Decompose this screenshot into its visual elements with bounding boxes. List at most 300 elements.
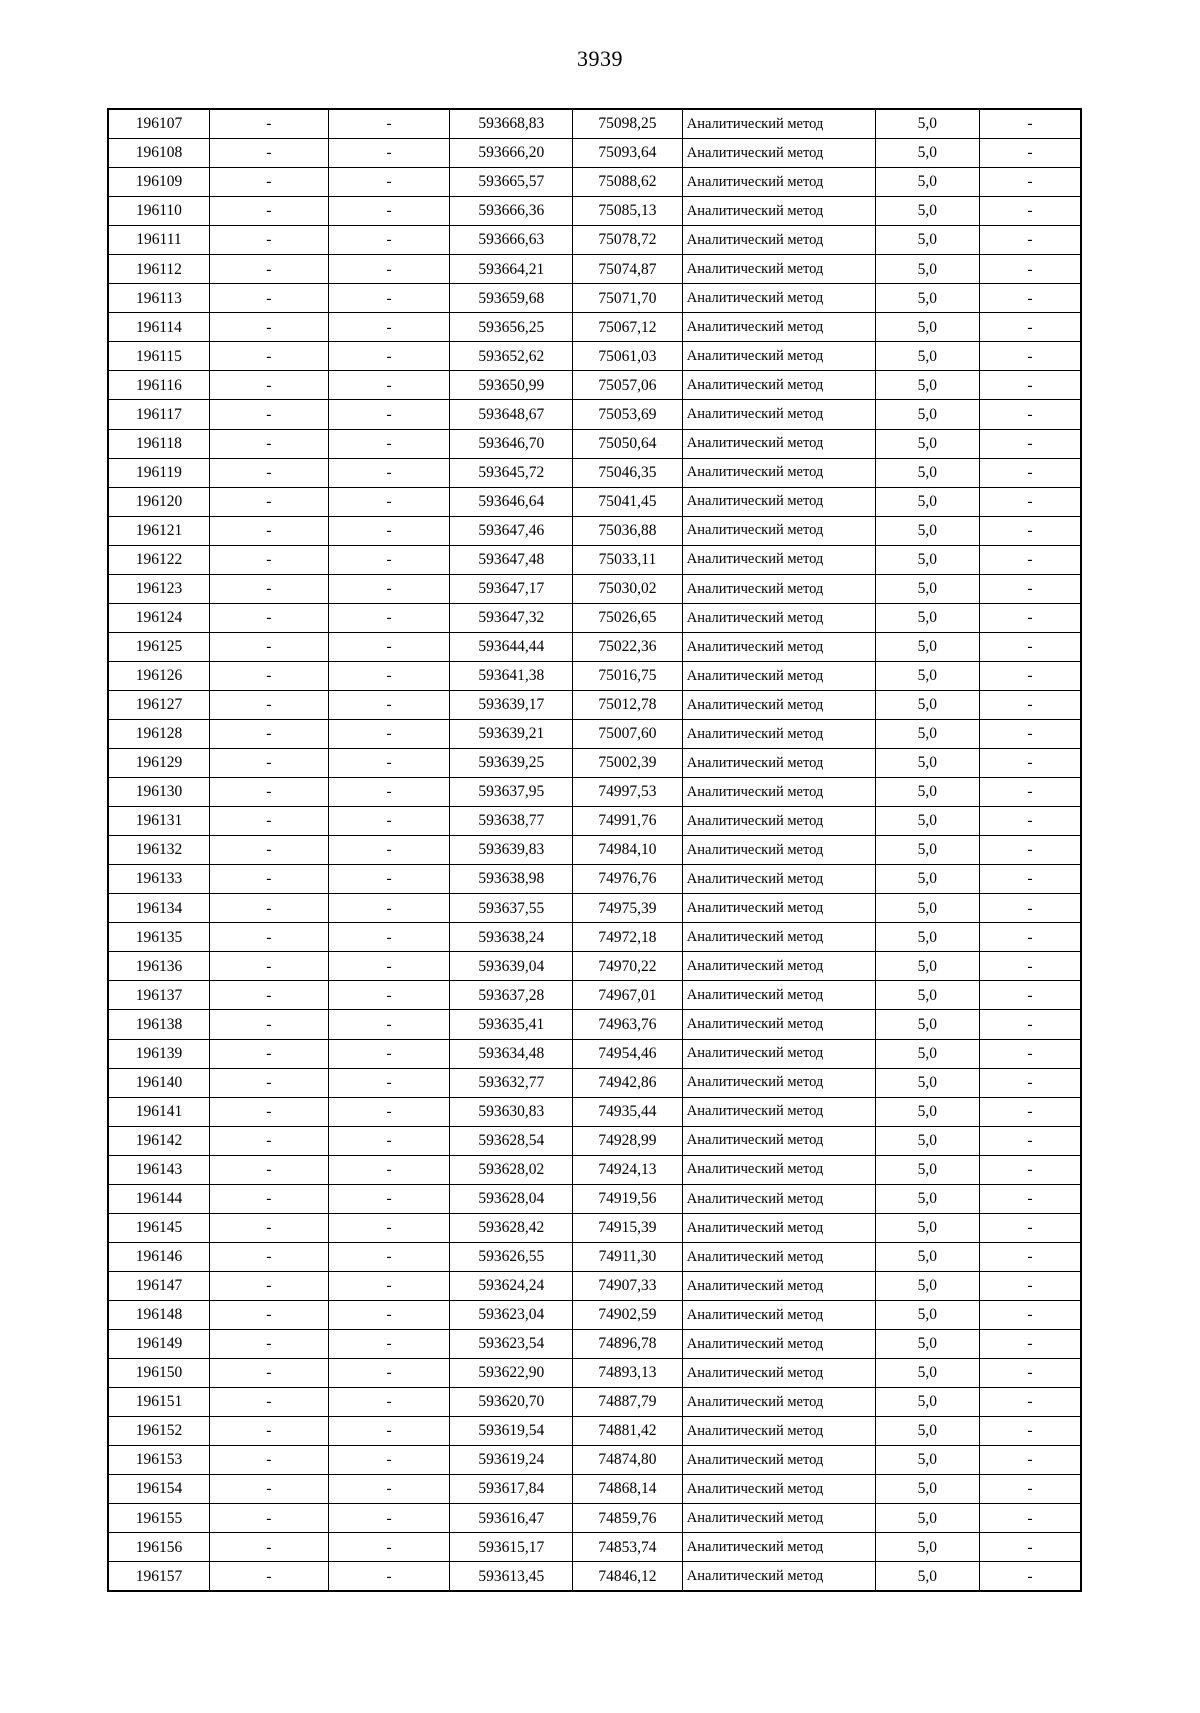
table-row [108, 429, 1081, 458]
point-number-cell: 196112 [108, 255, 209, 284]
accuracy-cell: 5,0 [875, 255, 980, 284]
accuracy-cell: 5,0 [875, 952, 980, 981]
empty-cell-c: - [980, 342, 1082, 371]
table-row [108, 458, 1081, 487]
empty-cell-c: - [980, 574, 1082, 603]
coordinate-x-cell: 593639,04 [450, 952, 573, 981]
coordinate-y-cell: 74997,53 [573, 778, 683, 807]
point-number-cell: 196150 [108, 1359, 209, 1388]
empty-cell-c: - [980, 1533, 1082, 1562]
accuracy-cell: 5,0 [875, 719, 980, 748]
coordinate-x-cell: 593666,20 [450, 139, 573, 168]
empty-cell-c: - [980, 284, 1082, 313]
coordinate-y-cell: 74975,39 [573, 894, 683, 923]
coordinate-y-cell: 74954,46 [573, 1039, 683, 1068]
table-row [108, 1010, 1081, 1039]
point-number-cell: 196107 [108, 109, 209, 139]
method-cell: Аналитический метод [682, 1359, 875, 1388]
table-row [108, 719, 1081, 748]
point-number-cell: 196128 [108, 719, 209, 748]
empty-cell-a: - [209, 1300, 328, 1329]
empty-cell-b: - [328, 197, 450, 226]
coordinate-x-cell: 593634,48 [450, 1039, 573, 1068]
method-cell: Аналитический метод [682, 429, 875, 458]
empty-cell-a: - [209, 1010, 328, 1039]
empty-cell-c: - [980, 865, 1082, 894]
table-row [108, 894, 1081, 923]
empty-cell-a: - [209, 400, 328, 429]
empty-cell-b: - [328, 109, 450, 139]
coordinate-y-cell: 75012,78 [573, 690, 683, 719]
empty-cell-b: - [328, 1388, 450, 1417]
method-cell: Аналитический метод [682, 545, 875, 574]
empty-cell-b: - [328, 168, 450, 197]
coordinate-x-cell: 593646,70 [450, 429, 573, 458]
point-number-cell: 196126 [108, 661, 209, 690]
accuracy-cell: 5,0 [875, 109, 980, 139]
coordinate-x-cell: 593617,84 [450, 1475, 573, 1504]
empty-cell-a: - [209, 603, 328, 632]
accuracy-cell: 5,0 [875, 1242, 980, 1271]
empty-cell-b: - [328, 1329, 450, 1358]
coordinate-y-cell: 75093,64 [573, 139, 683, 168]
empty-cell-c: - [980, 1359, 1082, 1388]
method-cell: Аналитический метод [682, 778, 875, 807]
accuracy-cell: 5,0 [875, 458, 980, 487]
coordinate-y-cell: 75085,13 [573, 197, 683, 226]
empty-cell-c: - [980, 429, 1082, 458]
coordinate-y-cell: 74991,76 [573, 807, 683, 836]
accuracy-cell: 5,0 [875, 1068, 980, 1097]
empty-cell-c: - [980, 1300, 1082, 1329]
empty-cell-a: - [209, 952, 328, 981]
accuracy-cell: 5,0 [875, 487, 980, 516]
accuracy-cell: 5,0 [875, 1446, 980, 1475]
empty-cell-a: - [209, 371, 328, 400]
coordinate-y-cell: 75036,88 [573, 516, 683, 545]
empty-cell-a: - [209, 487, 328, 516]
coordinate-x-cell: 593619,54 [450, 1417, 573, 1446]
empty-cell-c: - [980, 690, 1082, 719]
table-row [108, 1097, 1081, 1126]
point-number-cell: 196142 [108, 1126, 209, 1155]
coordinate-y-cell: 74976,76 [573, 865, 683, 894]
coordinate-y-cell: 74896,78 [573, 1329, 683, 1358]
coordinate-x-cell: 593620,70 [450, 1388, 573, 1417]
point-number-cell: 196132 [108, 836, 209, 865]
method-cell: Аналитический метод [682, 139, 875, 168]
coordinate-x-cell: 593639,83 [450, 836, 573, 865]
empty-cell-b: - [328, 400, 450, 429]
method-cell: Аналитический метод [682, 1562, 875, 1592]
coordinate-x-cell: 593624,24 [450, 1271, 573, 1300]
table-row [108, 952, 1081, 981]
point-number-cell: 196118 [108, 429, 209, 458]
table-row [108, 255, 1081, 284]
table-row [108, 1475, 1081, 1504]
point-number-cell: 196144 [108, 1184, 209, 1213]
point-number-cell: 196137 [108, 981, 209, 1010]
empty-cell-a: - [209, 1504, 328, 1533]
coordinate-y-cell: 74963,76 [573, 1010, 683, 1039]
method-cell: Аналитический метод [682, 894, 875, 923]
empty-cell-a: - [209, 1533, 328, 1562]
accuracy-cell: 5,0 [875, 313, 980, 342]
table-row [108, 487, 1081, 516]
empty-cell-b: - [328, 603, 450, 632]
method-cell: Аналитический метод [682, 1271, 875, 1300]
table-row [108, 400, 1081, 429]
empty-cell-c: - [980, 1155, 1082, 1184]
empty-cell-b: - [328, 1533, 450, 1562]
coordinate-x-cell: 593639,17 [450, 690, 573, 719]
point-number-cell: 196133 [108, 865, 209, 894]
accuracy-cell: 5,0 [875, 981, 980, 1010]
empty-cell-c: - [980, 109, 1082, 139]
empty-cell-c: - [980, 1504, 1082, 1533]
empty-cell-a: - [209, 778, 328, 807]
table-row [108, 836, 1081, 865]
accuracy-cell: 5,0 [875, 545, 980, 574]
empty-cell-c: - [980, 1184, 1082, 1213]
empty-cell-c: - [980, 1446, 1082, 1475]
empty-cell-b: - [328, 865, 450, 894]
accuracy-cell: 5,0 [875, 284, 980, 313]
point-number-cell: 196155 [108, 1504, 209, 1533]
empty-cell-c: - [980, 400, 1082, 429]
empty-cell-a: - [209, 1475, 328, 1504]
point-number-cell: 196146 [108, 1242, 209, 1271]
accuracy-cell: 5,0 [875, 1359, 980, 1388]
table-row [108, 749, 1081, 778]
empty-cell-a: - [209, 342, 328, 371]
coordinate-y-cell: 75030,02 [573, 574, 683, 603]
coordinate-y-cell: 75026,65 [573, 603, 683, 632]
empty-cell-c: - [980, 894, 1082, 923]
point-number-cell: 196149 [108, 1329, 209, 1358]
coordinate-x-cell: 593650,99 [450, 371, 573, 400]
empty-cell-c: - [980, 749, 1082, 778]
coordinate-x-cell: 593632,77 [450, 1068, 573, 1097]
method-cell: Аналитический метод [682, 807, 875, 836]
empty-cell-c: - [980, 719, 1082, 748]
empty-cell-c: - [980, 313, 1082, 342]
method-cell: Аналитический метод [682, 1068, 875, 1097]
method-cell: Аналитический метод [682, 1097, 875, 1126]
empty-cell-b: - [328, 1475, 450, 1504]
coordinate-y-cell: 74984,10 [573, 836, 683, 865]
accuracy-cell: 5,0 [875, 603, 980, 632]
empty-cell-a: - [209, 1039, 328, 1068]
method-cell: Аналитический метод [682, 1475, 875, 1504]
empty-cell-b: - [328, 749, 450, 778]
method-cell: Аналитический метод [682, 1533, 875, 1562]
point-number-cell: 196109 [108, 168, 209, 197]
point-number-cell: 196117 [108, 400, 209, 429]
coordinate-x-cell: 593668,83 [450, 109, 573, 139]
table-row [108, 778, 1081, 807]
point-number-cell: 196111 [108, 226, 209, 255]
empty-cell-a: - [209, 429, 328, 458]
coordinate-x-cell: 593647,17 [450, 574, 573, 603]
method-cell: Аналитический метод [682, 952, 875, 981]
table-row [108, 690, 1081, 719]
accuracy-cell: 5,0 [875, 1388, 980, 1417]
empty-cell-a: - [209, 255, 328, 284]
table-row [108, 371, 1081, 400]
empty-cell-a: - [209, 923, 328, 952]
coordinate-y-cell: 75050,64 [573, 429, 683, 458]
method-cell: Аналитический метод [682, 836, 875, 865]
accuracy-cell: 5,0 [875, 1504, 980, 1533]
empty-cell-b: - [328, 371, 450, 400]
accuracy-cell: 5,0 [875, 1300, 980, 1329]
method-cell: Аналитический метод [682, 865, 875, 894]
method-cell: Аналитический метод [682, 661, 875, 690]
accuracy-cell: 5,0 [875, 226, 980, 255]
method-cell: Аналитический метод [682, 342, 875, 371]
accuracy-cell: 5,0 [875, 139, 980, 168]
empty-cell-a: - [209, 1446, 328, 1475]
table-row [108, 603, 1081, 632]
empty-cell-a: - [209, 1126, 328, 1155]
point-number-cell: 196129 [108, 749, 209, 778]
method-cell: Аналитический метод [682, 1329, 875, 1358]
method-cell: Аналитический метод [682, 632, 875, 661]
method-cell: Аналитический метод [682, 168, 875, 197]
table-row [108, 865, 1081, 894]
table-row [108, 981, 1081, 1010]
empty-cell-b: - [328, 1068, 450, 1097]
coordinate-y-cell: 75002,39 [573, 749, 683, 778]
coordinate-x-cell: 593641,38 [450, 661, 573, 690]
table-row [108, 574, 1081, 603]
point-number-cell: 196147 [108, 1271, 209, 1300]
empty-cell-c: - [980, 139, 1082, 168]
empty-cell-b: - [328, 429, 450, 458]
coordinate-y-cell: 74846,12 [573, 1562, 683, 1592]
coordinate-y-cell: 74928,99 [573, 1126, 683, 1155]
point-number-cell: 196124 [108, 603, 209, 632]
point-number-cell: 196131 [108, 807, 209, 836]
empty-cell-c: - [980, 1068, 1082, 1097]
point-number-cell: 196110 [108, 197, 209, 226]
accuracy-cell: 5,0 [875, 1417, 980, 1446]
coordinate-x-cell: 593628,02 [450, 1155, 573, 1184]
method-cell: Аналитический метод [682, 458, 875, 487]
point-number-cell: 196114 [108, 313, 209, 342]
point-number-cell: 196134 [108, 894, 209, 923]
empty-cell-b: - [328, 981, 450, 1010]
empty-cell-a: - [209, 836, 328, 865]
coordinate-y-cell: 74893,13 [573, 1359, 683, 1388]
table-row [108, 1155, 1081, 1184]
empty-cell-a: - [209, 1271, 328, 1300]
empty-cell-b: - [328, 690, 450, 719]
empty-cell-a: - [209, 865, 328, 894]
accuracy-cell: 5,0 [875, 400, 980, 429]
coordinate-y-cell: 75007,60 [573, 719, 683, 748]
table-row [108, 1446, 1081, 1475]
accuracy-cell: 5,0 [875, 632, 980, 661]
coordinate-x-cell: 593648,67 [450, 400, 573, 429]
method-cell: Аналитический метод [682, 1213, 875, 1242]
coordinate-x-cell: 593646,64 [450, 487, 573, 516]
empty-cell-c: - [980, 371, 1082, 400]
empty-cell-c: - [980, 1388, 1082, 1417]
empty-cell-a: - [209, 458, 328, 487]
coordinate-x-cell: 593638,77 [450, 807, 573, 836]
empty-cell-a: - [209, 1329, 328, 1358]
coordinate-x-cell: 593637,28 [450, 981, 573, 1010]
empty-cell-b: - [328, 923, 450, 952]
coordinates-table [107, 108, 1082, 1592]
table-row [108, 284, 1081, 313]
empty-cell-c: - [980, 1475, 1082, 1504]
coordinate-y-cell: 74972,18 [573, 923, 683, 952]
method-cell: Аналитический метод [682, 226, 875, 255]
empty-cell-c: - [980, 1271, 1082, 1300]
coordinate-x-cell: 593666,36 [450, 197, 573, 226]
empty-cell-c: - [980, 1329, 1082, 1358]
empty-cell-b: - [328, 1213, 450, 1242]
table-row [108, 139, 1081, 168]
coordinate-x-cell: 593613,45 [450, 1562, 573, 1592]
table-row [108, 807, 1081, 836]
accuracy-cell: 5,0 [875, 1184, 980, 1213]
coordinate-x-cell: 593628,54 [450, 1126, 573, 1155]
table-row [108, 923, 1081, 952]
coordinate-y-cell: 74911,30 [573, 1242, 683, 1271]
accuracy-cell: 5,0 [875, 1329, 980, 1358]
coordinate-x-cell: 593666,63 [450, 226, 573, 255]
method-cell: Аналитический метод [682, 690, 875, 719]
coordinate-y-cell: 74868,14 [573, 1475, 683, 1504]
table-row [108, 1504, 1081, 1533]
coordinate-y-cell: 74942,86 [573, 1068, 683, 1097]
coordinate-y-cell: 75061,03 [573, 342, 683, 371]
empty-cell-c: - [980, 487, 1082, 516]
point-number-cell: 196108 [108, 139, 209, 168]
coordinate-y-cell: 74967,01 [573, 981, 683, 1010]
table-row [108, 516, 1081, 545]
empty-cell-b: - [328, 1446, 450, 1475]
method-cell: Аналитический метод [682, 1010, 875, 1039]
coordinate-y-cell: 75074,87 [573, 255, 683, 284]
method-cell: Аналитический метод [682, 719, 875, 748]
method-cell: Аналитический метод [682, 371, 875, 400]
accuracy-cell: 5,0 [875, 1010, 980, 1039]
coordinate-x-cell: 593645,72 [450, 458, 573, 487]
method-cell: Аналитический метод [682, 603, 875, 632]
point-number-cell: 196138 [108, 1010, 209, 1039]
point-number-cell: 196148 [108, 1300, 209, 1329]
empty-cell-c: - [980, 981, 1082, 1010]
point-number-cell: 196152 [108, 1417, 209, 1446]
empty-cell-c: - [980, 255, 1082, 284]
point-number-cell: 196119 [108, 458, 209, 487]
empty-cell-b: - [328, 807, 450, 836]
coordinate-y-cell: 75033,11 [573, 545, 683, 574]
method-cell: Аналитический метод [682, 981, 875, 1010]
empty-cell-a: - [209, 197, 328, 226]
coordinate-y-cell: 74924,13 [573, 1155, 683, 1184]
point-number-cell: 196157 [108, 1562, 209, 1592]
table-row [108, 1126, 1081, 1155]
coordinate-x-cell: 593616,47 [450, 1504, 573, 1533]
empty-cell-b: - [328, 1039, 450, 1068]
empty-cell-c: - [980, 603, 1082, 632]
coordinate-x-cell: 593635,41 [450, 1010, 573, 1039]
empty-cell-a: - [209, 516, 328, 545]
coordinate-y-cell: 75057,06 [573, 371, 683, 400]
empty-cell-a: - [209, 661, 328, 690]
coordinates-table-body [108, 109, 1081, 1591]
coordinate-y-cell: 74874,80 [573, 1446, 683, 1475]
empty-cell-a: - [209, 1213, 328, 1242]
point-number-cell: 196153 [108, 1446, 209, 1475]
point-number-cell: 196145 [108, 1213, 209, 1242]
table-row [108, 545, 1081, 574]
empty-cell-b: - [328, 661, 450, 690]
method-cell: Аналитический метод [682, 1300, 875, 1329]
empty-cell-b: - [328, 255, 450, 284]
method-cell: Аналитический метод [682, 1155, 875, 1184]
empty-cell-c: - [980, 1417, 1082, 1446]
table-row [108, 1213, 1081, 1242]
table-row [108, 1329, 1081, 1358]
table-row [108, 109, 1081, 139]
method-cell: Аналитический метод [682, 284, 875, 313]
coordinate-x-cell: 593623,04 [450, 1300, 573, 1329]
point-number-cell: 196154 [108, 1475, 209, 1504]
coordinate-y-cell: 75041,45 [573, 487, 683, 516]
coordinate-x-cell: 593622,90 [450, 1359, 573, 1388]
coordinate-y-cell: 75022,36 [573, 632, 683, 661]
coordinate-y-cell: 75088,62 [573, 168, 683, 197]
empty-cell-a: - [209, 1068, 328, 1097]
empty-cell-a: - [209, 574, 328, 603]
accuracy-cell: 5,0 [875, 574, 980, 603]
coordinate-y-cell: 74970,22 [573, 952, 683, 981]
coordinate-x-cell: 593647,46 [450, 516, 573, 545]
method-cell: Аналитический метод [682, 1446, 875, 1475]
empty-cell-b: - [328, 836, 450, 865]
coordinate-y-cell: 74902,59 [573, 1300, 683, 1329]
coordinate-x-cell: 593639,25 [450, 749, 573, 778]
empty-cell-b: - [328, 1562, 450, 1592]
accuracy-cell: 5,0 [875, 749, 980, 778]
coordinate-y-cell: 75071,70 [573, 284, 683, 313]
empty-cell-c: - [980, 545, 1082, 574]
empty-cell-a: - [209, 719, 328, 748]
coordinate-y-cell: 74915,39 [573, 1213, 683, 1242]
coordinate-y-cell: 75046,35 [573, 458, 683, 487]
table-row [108, 197, 1081, 226]
empty-cell-b: - [328, 1417, 450, 1446]
point-number-cell: 196140 [108, 1068, 209, 1097]
method-cell: Аналитический метод [682, 1504, 875, 1533]
point-number-cell: 196121 [108, 516, 209, 545]
coordinate-x-cell: 593623,54 [450, 1329, 573, 1358]
accuracy-cell: 5,0 [875, 865, 980, 894]
table-row [108, 1359, 1081, 1388]
coordinate-x-cell: 593628,42 [450, 1213, 573, 1242]
empty-cell-c: - [980, 168, 1082, 197]
table-row [108, 168, 1081, 197]
empty-cell-b: - [328, 458, 450, 487]
empty-cell-b: - [328, 1300, 450, 1329]
